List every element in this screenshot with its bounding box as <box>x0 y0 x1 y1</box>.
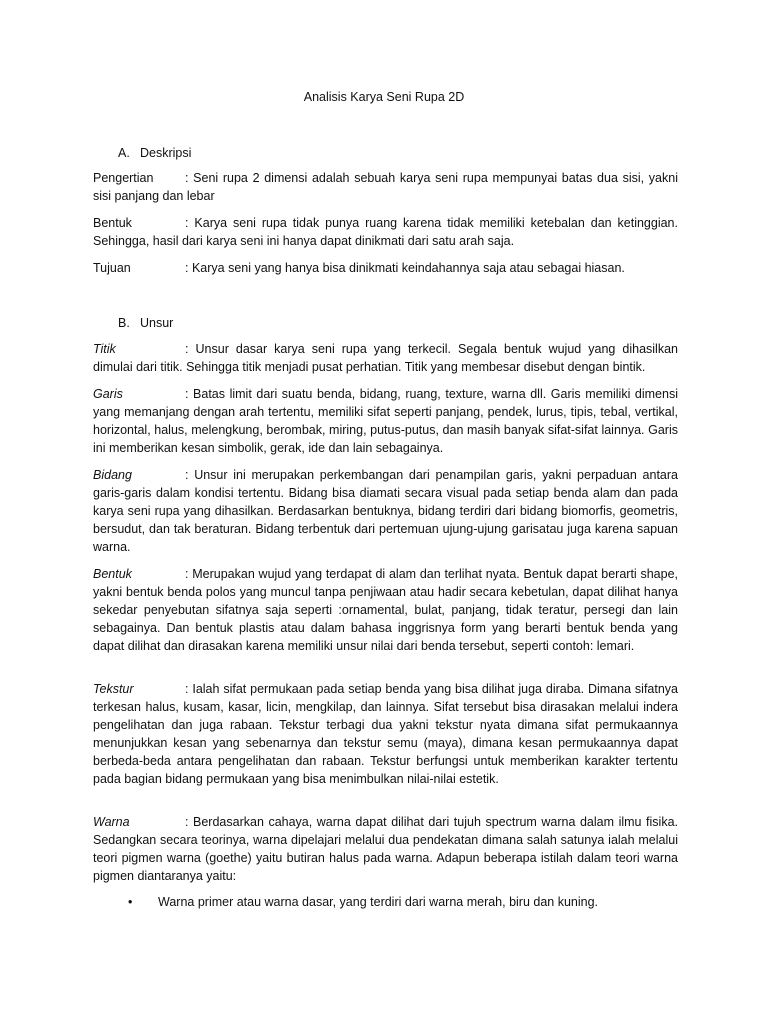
bullet-symbol: • <box>128 895 133 909</box>
entry-label: Bentuk <box>93 216 132 230</box>
entry-label: Tekstur <box>93 682 134 696</box>
entry-text: : Batas limit dari suatu benda, bidang, ruang, texture, warna dll. Garis memiliki dimensi yang memanjang dengan arah tertentu, memiliki sifat seperti panjang, pendek, lurus, tipis, tebal, vertikal, horizontal, halus, melengkung, berombak, miring, putus-putus, dan masih banyak sifat-sifat lainnya. Garis ini memberikan kesan simbolik, gerak, ide dan lain sebagainya. <box>93 387 678 455</box>
entry-label: Bidang <box>93 468 132 482</box>
section-b-heading <box>118 314 173 332</box>
entry-label: Titik <box>93 342 116 356</box>
entry-label: Tujuan <box>93 261 131 275</box>
entry-text: : Unsur ini merupakan perkembangan dari penampilan garis, yakni perpaduan antara garis-garis dalam kondisi tertentu. Bidang bisa diamati secara visual pada setiap benda alam dan pada karya seni rupa yang dihasilkan. Berdasarkan bentuknya, bidang terdiri dari bidang biomorfis, geometris, bersudut, dan tak beraturan. Bidang terbentuk dari pertemuan ujung-ujung garisatau juga karena sapuan warna. <box>93 468 678 554</box>
bullet-text: Warna primer atau warna dasar, yang terdiri dari warna merah, biru dan kuning. <box>158 895 599 909</box>
entry-text: : Karya seni rupa tidak punya ruang karena tidak memiliki ketebalan dan ketinggian. Sehingga, hasil dari karya seni ini hanya dapat dinikmati dari satu arah saja. <box>93 216 678 248</box>
element-titik <box>93 340 678 376</box>
description-pengertian <box>93 169 678 205</box>
element-bidang <box>93 466 678 556</box>
entry-label: Garis <box>93 387 123 401</box>
description-bentuk <box>93 214 678 250</box>
section-a-title: Deskripsi <box>140 146 192 160</box>
description-tujuan <box>93 259 678 277</box>
bullet-item <box>128 893 688 911</box>
element-warna <box>93 813 678 885</box>
entry-label: Warna <box>93 815 130 829</box>
document-title: Analisis Karya Seni Rupa 2D <box>303 90 465 104</box>
entry-text: : Ialah sifat permukaan pada setiap benda yang bisa dilihat juga diraba. Dimana sifatnya terkesan halus, kusam, kasar, licin, mengkilap, dan lainnya. Sifat tersebut bisa dirasakan melalui indera pengelihatan dan juga rabaan. Tekstur terbagi dua yakni tekstur nyata dimana sifat permukaannya menunjukkan kesan yang sebenarnya dan tekstur semu (maya), dimana kesan permukaannya dapat berbeda-beda antara pengelihatan dan rabaan. Tekstur berfungsi untuk memberikan karakter tertentu pada bagian bidang permukaan yang bisa menimbulkan nilai-nilai estetik. <box>93 682 678 786</box>
entry-text: : Merupakan wujud yang terdapat di alam dan terlihat nyata. Bentuk dapat berarti shape, yakni bentuk benda polos yang muncul tanpa penjiwaan atau hadir secara kebetulan, dapat dilihat hanya sekedar penyebutan sifatnya saja seperti :ornamental, bulat, panjang, tidak teratur, persegi dan lain sebagainya. Dan bentuk plastis atau dalam bahasa inggrisnya form yang berarti bentuk benda yang dapat dilihat dan dirasakan karena memiliki unsur nilai dari benda tersebut, seperti contoh: lemari. <box>93 567 678 653</box>
element-garis <box>93 385 678 457</box>
section-a-letter: A. <box>118 146 130 160</box>
section-b-title: Unsur <box>140 316 174 330</box>
entry-text: : Berdasarkan cahaya, warna dapat dilihat dari tujuh spectrum warna dalam ilmu fisika. Sedangkan secara teorinya, warna dipelajari melalui dua pendekatan dimana salah satunya ialah melalui teori pigmen warna (goethe) yaitu butiran halus pada warna. Adapun beberapa istilah dalam teori warna pigmen diantaranya yaitu: <box>93 815 678 883</box>
entry-text: : Seni rupa 2 dimensi adalah sebuah karya seni rupa mempunyai batas dua sisi, yakni sisi panjang dan lebar <box>93 171 678 203</box>
element-tekstur <box>93 680 678 788</box>
entry-label: Pengertian <box>93 171 154 185</box>
section-a-heading <box>118 144 191 162</box>
section-b-letter: B. <box>118 316 130 330</box>
entry-text: : Unsur dasar karya seni rupa yang terkecil. Segala bentuk wujud yang dihasilkan dimulai dari titik. Sehingga titik menjadi pusat perhatian. Titik yang membesar disebut dengan bintik. <box>93 342 678 374</box>
element-bentuk <box>93 565 678 655</box>
entry-label: Bentuk <box>93 567 132 581</box>
entry-text: : Karya seni yang hanya bisa dinikmati keindahannya saja atau sebagai hiasan. <box>185 261 625 275</box>
